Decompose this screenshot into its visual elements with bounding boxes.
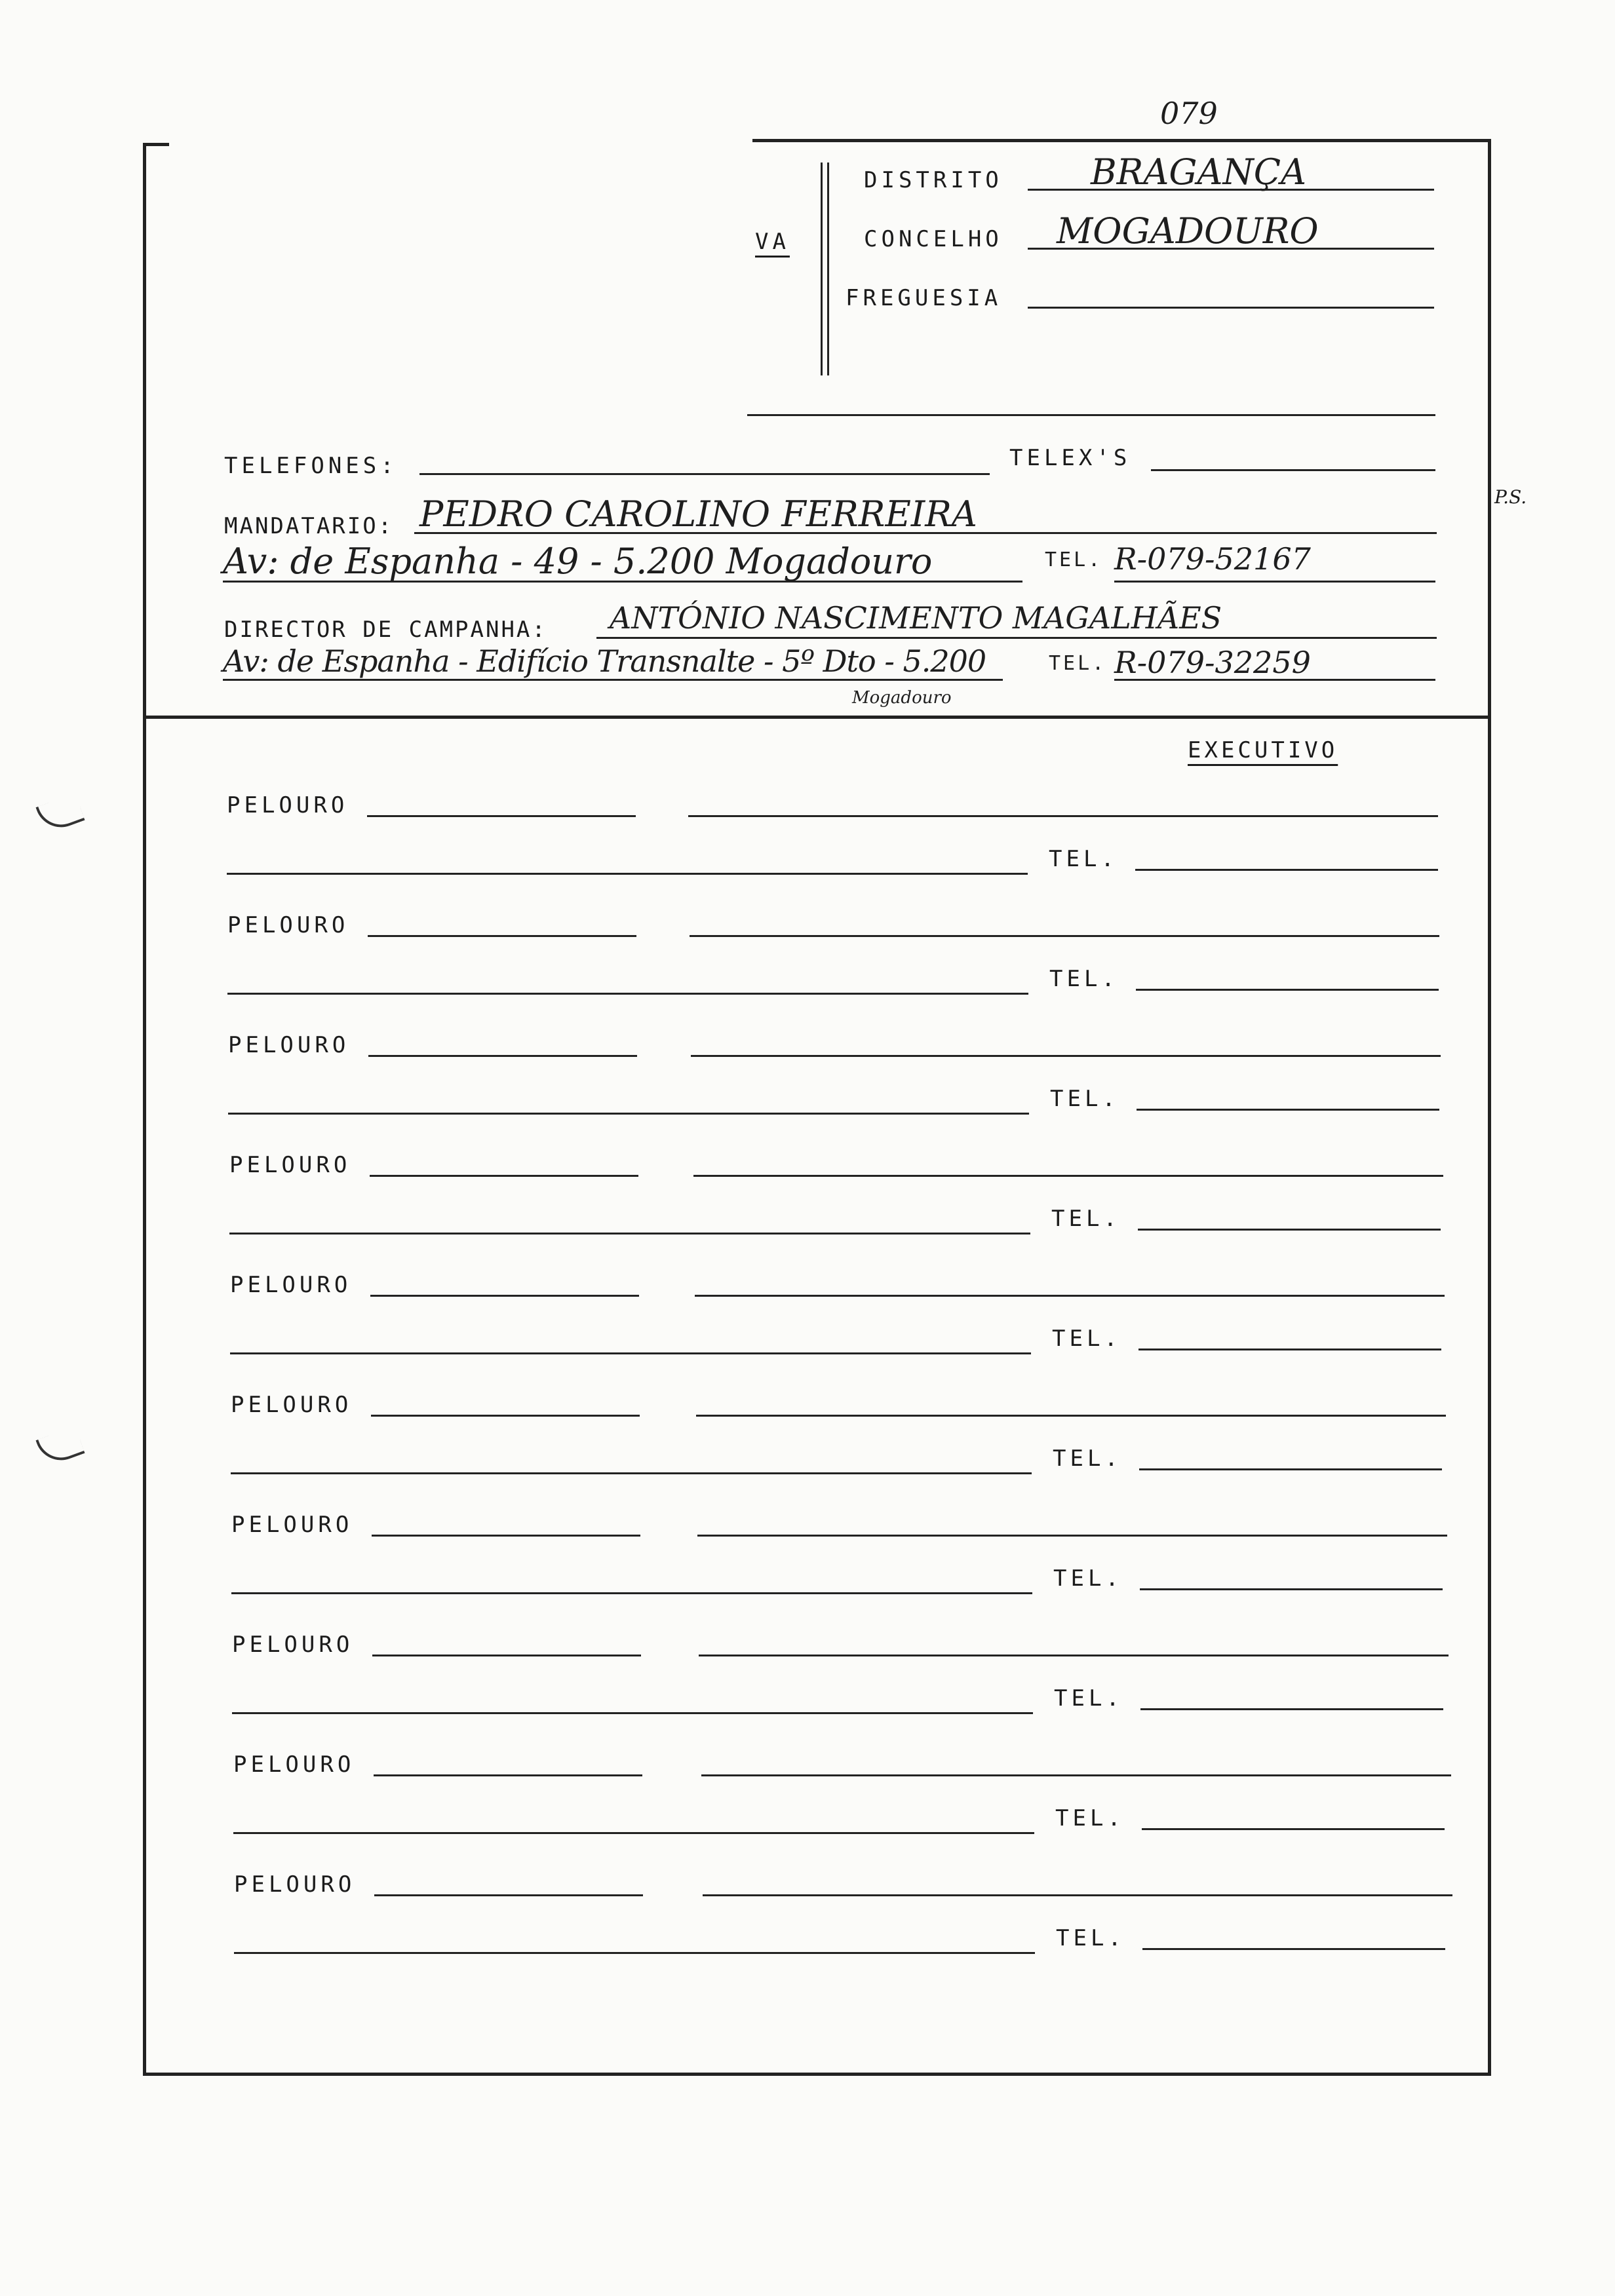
pelouro-address-line (228, 1113, 1029, 1115)
pelouro-tel-label: TEL. (1052, 1326, 1121, 1352)
pelouro-name-line (374, 1774, 642, 1776)
pelouro-address-line (232, 1712, 1033, 1714)
pelouro-tel-label: TEL. (1055, 1805, 1125, 1831)
va-label: VA (755, 229, 790, 255)
director-address-note: Mogadouro (852, 688, 952, 708)
director-label: DIRECTOR DE CAMPANHA: (224, 617, 547, 643)
pelouro-tel-line (1140, 1588, 1443, 1590)
header-bottom-line (747, 414, 1435, 416)
concelho-label: CONCELHO (864, 226, 1003, 252)
pelouro-address-line (229, 1233, 1030, 1234)
pelouro-address-line (230, 1352, 1031, 1354)
pelouro-name-line (372, 1535, 640, 1537)
pelouro-tel-line (1140, 1708, 1443, 1710)
director-tel-value: R-079-32259 (1114, 645, 1311, 680)
pelouro-label: PELOURO (234, 1871, 356, 1898)
pelouro-name-line (374, 1894, 643, 1896)
pelouro-detail-line (688, 815, 1438, 817)
mandatario-tel-value: R-079-52167 (1114, 541, 1311, 577)
executivo-title: EXECUTIVO (1188, 737, 1338, 763)
mandatario-tel-line (1114, 581, 1435, 583)
section-divider (143, 716, 1491, 719)
pelouro-address-line (233, 1832, 1034, 1834)
pelouro-tel-line (1142, 1948, 1445, 1950)
pelouro-address-line (227, 873, 1028, 875)
pelouro-label: PELOURO (230, 1272, 352, 1298)
distrito-value: BRAGANÇA (1091, 151, 1307, 193)
mandatario-tel-label: TEL. (1045, 548, 1103, 571)
pelouro-tel-line (1142, 1828, 1445, 1830)
frame-top-left-tick (143, 143, 169, 146)
frame-bottom-border (143, 2073, 1491, 2076)
pelouro-detail-line (696, 1415, 1446, 1417)
director-address-line (223, 679, 1003, 681)
pelouro-tel-label: TEL. (1051, 1206, 1121, 1232)
pelouro-detail-line (703, 1894, 1452, 1896)
pelouro-tel-line (1137, 1109, 1439, 1111)
pelouro-detail-line (690, 935, 1439, 937)
pelouro-label: PELOURO (231, 1392, 353, 1418)
pelouro-name-line (368, 1055, 637, 1057)
pelouro-tel-label: TEL. (1053, 1445, 1122, 1472)
pelouro-detail-line (691, 1055, 1441, 1057)
pelouro-detail-line (693, 1175, 1443, 1177)
pelouro-name-line (370, 1295, 639, 1297)
pelouro-tel-label: TEL. (1056, 1925, 1125, 1951)
pelouro-detail-line (701, 1774, 1451, 1776)
pelouro-label: PELOURO (232, 1632, 354, 1658)
pelouro-name-line (372, 1655, 641, 1656)
frame-right-border (1488, 139, 1491, 2076)
ps-note: P.S. (1494, 486, 1527, 508)
director-value: ANTÓNIO NASCIMENTO MAGALHÃES (610, 600, 1222, 636)
pelouro-tel-label: TEL. (1053, 1565, 1123, 1592)
pelouro-tel-label: TEL. (1049, 966, 1119, 992)
pelouro-address-line (234, 1952, 1035, 1954)
telefones-line (419, 473, 990, 475)
pelouro-detail-line (697, 1535, 1447, 1537)
director-address: Av: de Espanha - Edifício Transnalte - 5º Dto - 5.200 (223, 643, 986, 679)
margin-mark (35, 1426, 85, 1467)
concelho-value: MOGADOURO (1057, 210, 1319, 252)
pelouro-address-line (227, 993, 1028, 995)
header-rule-2 (827, 163, 829, 375)
telefones-label: TELEFONES: (224, 453, 398, 479)
mandatario-value: PEDRO CAROLINO FERREIRA (419, 493, 977, 535)
pelouro-detail-line (699, 1655, 1449, 1656)
page-number: 079 (1160, 96, 1218, 131)
telex-line (1151, 469, 1435, 471)
pelouro-label: PELOURO (228, 1032, 350, 1058)
pelouro-tel-line (1138, 1229, 1441, 1231)
pelouro-name-line (370, 1175, 638, 1177)
mandatario-address: Av: de Espanha - 49 - 5.200 Mogadouro (223, 541, 933, 582)
header-rule-1 (821, 163, 823, 375)
freguesia-label: FREGUESIA (846, 285, 1002, 311)
pelouro-label: PELOURO (229, 1152, 351, 1178)
telex-label: TELEX'S (1009, 445, 1131, 471)
director-line (596, 637, 1437, 639)
pelouro-label: PELOURO (231, 1512, 353, 1538)
pelouro-tel-line (1136, 989, 1439, 991)
pelouro-tel-line (1135, 869, 1438, 871)
mandatario-label: MANDATARIO: (224, 513, 394, 539)
margin-mark (35, 793, 85, 834)
pelouro-name-line (371, 1415, 640, 1417)
frame-top-border (752, 139, 1490, 142)
pelouro-address-line (231, 1592, 1032, 1594)
frame-left-border (143, 143, 146, 2076)
pelouro-tel-label: TEL. (1049, 846, 1118, 872)
pelouro-address-line (231, 1472, 1032, 1474)
distrito-label: DISTRITO (864, 167, 1003, 193)
pelouro-tel-line (1139, 1468, 1442, 1470)
pelouro-tel-label: TEL. (1050, 1086, 1119, 1112)
pelouro-label: PELOURO (227, 912, 349, 938)
pelouro-name-line (368, 935, 636, 937)
freguesia-line (1028, 307, 1434, 309)
pelouro-label: PELOURO (227, 792, 349, 818)
pelouro-detail-line (695, 1295, 1445, 1297)
pelouro-tel-label: TEL. (1054, 1685, 1123, 1712)
director-tel-label: TEL. (1049, 652, 1107, 675)
pelouro-name-line (367, 815, 636, 817)
pelouro-tel-line (1138, 1349, 1441, 1350)
pelouro-label: PELOURO (233, 1751, 355, 1778)
